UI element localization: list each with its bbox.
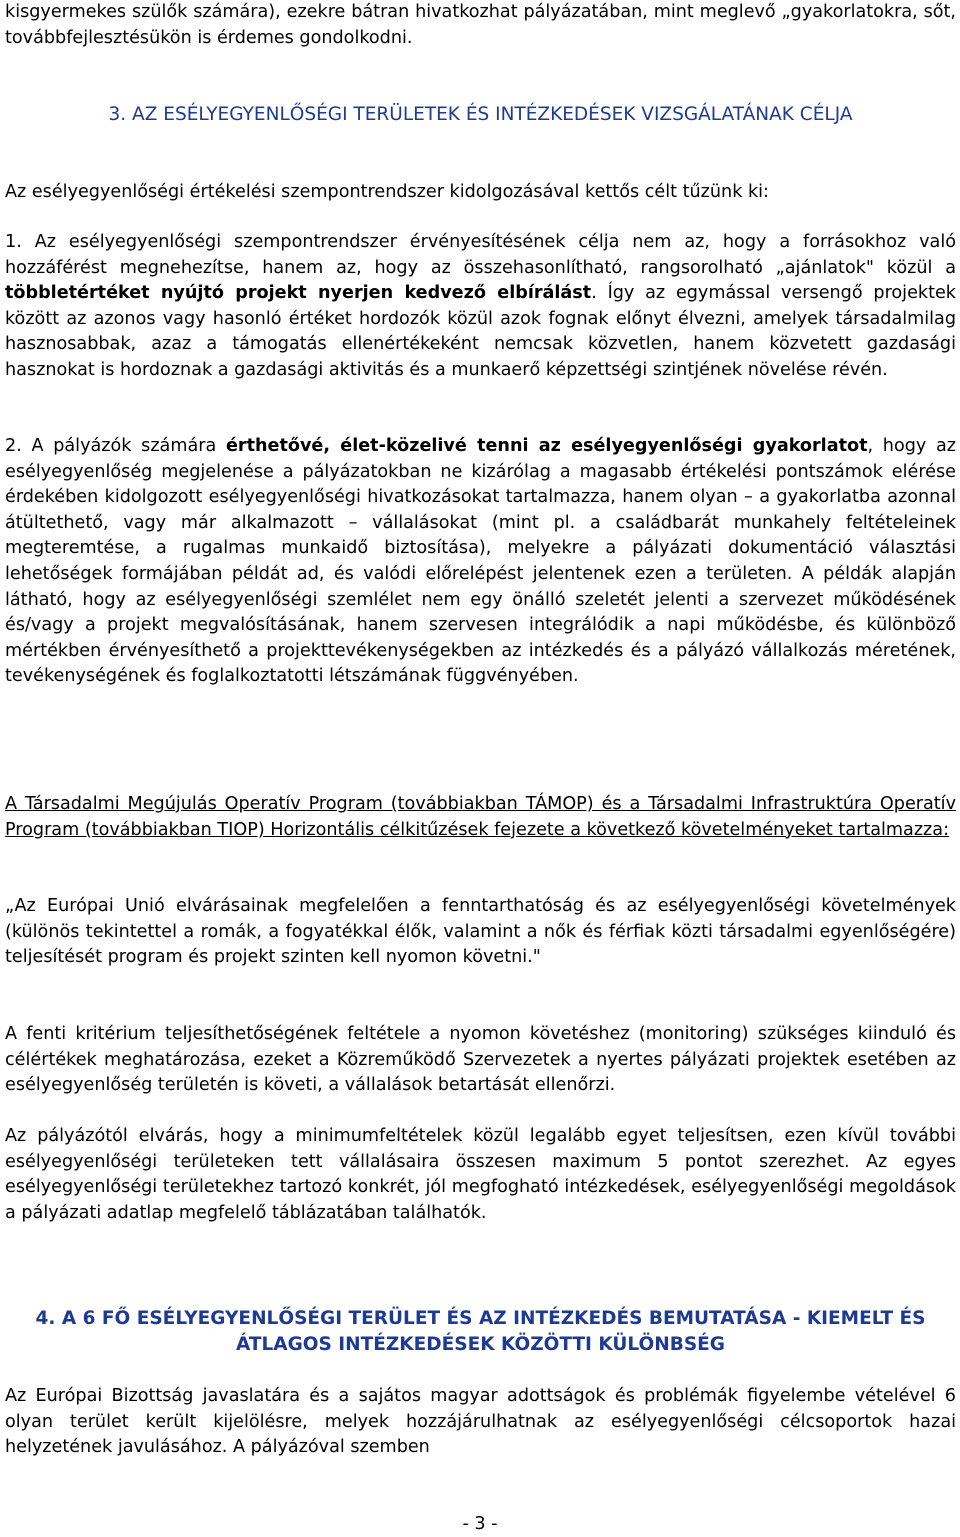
monitoring-paragraph: A fenti kritérium teljesíthetőségének feltétele a nyomon követéshez (monitoring) szükséges kiinduló és célértékek meghatározása, ezeket a Közreműködő Szervezetek a nyertes pályázati projektek esetében az esélyegyenlőség területén is követi, a vállalások betartását ellenőrzi. [5,1024,956,1096]
eu-quote-paragraph: „Az Európai Unió elvárásainak megfelelően a fenntarthatóság és az esélyegyenlőségi követelmények (különös tekintettel a romák, a fogyatékkal élők, valamint a nők és férfiak közti társadalmi egyenlőségére) teljesítését program és projekt szinten kell nyomon követni." [5,896,956,968]
section-3-lead: Az esélyegyenlőségi értékelési szempontrendszer kidolgozásával kettős célt tűzünk ki: [5,182,769,202]
section-3-heading: 3. AZ ESÉLYEGYENLŐSÉGI TERÜLETEK ÉS INTÉZKEDÉSEK VIZSGÁLATÁNAK CÉLJA [108,104,853,125]
goal-item-1-text-rest: . Így az egymással versengő projektek között az azonos vagy hasonló értéket hordozók közül azok fognak előnyt élvezni, amelyek társadalmilag hasznosabbak, azaz a támogatás ellenértékeként nemcsak közvetlen, hanem közvetett gazdasági hasznokat is hordoznak a gazdasági aktivitás és a munkaerő képzettségi szintjének növelése révén. [5,283,956,380]
goal-item-1-text: 1. Az esélyegyenlőségi szempontrendszer érvényesítésének célja nem az, hogy a forrásokhoz való hozzáférést megnehezítse, hanem az, hogy az összehasonlítható, rangsorolható „ajánlatok" közül a [5,232,956,278]
goal-item-2-text-rest: , hogy az esélyegyenlőség megjelenése a pályázatokban ne kizárólag a magasabb értékelési pontszámok elérése érdekében kidolgozott esélyegyenlőségi hivatkozásokat tartalmazza, hanem olyan – a gyakorlatba azonnal átültethető, vagy már alkalmazott – vállalásokat (mint pl. a családbarát munkahely feltételeinek megteremtése, a rugalmas munkaidő biztosítása), melyekre a pályázati dokumentáció választási lehetőségek formájában példát ad, és valódi előrelépést jelentenek ezen a területen. A példák alapján látható, hogy az esélyegyenlőségi szemlélet nem egy önálló szeletét jelenti a szervezet működésének és/vagy a projekt megvalósításának, hanem szervesen integrálódik a napi működésbe, és különböző mértékben érvényesíthető a projekttevékenységekben az intézkedés és a pályázó vállalkozás méretének, tevékenységének és foglalkoztatotti létszámának függvényében. [5,436,957,687]
goal-item-2-emphasis: érthetővé, élet-közelivé tenni az esélyegyenlőségi gyakorlatot [225,436,868,456]
goal-item-1 [5,230,956,384]
page-number: - 3 - [462,1514,498,1534]
goal-item-1-emphasis: többletértéket nyújtó projekt nyerjen kedvező elbírálást [5,283,592,304]
tamop-underlined-paragraph: A Társadalmi Megújulás Operatív Program (továbbiakban TÁMOP) és a Társadalmi Infrastruktúra Operatív Program (továbbiakban TIOP) Horizontális célkitűzések fejezete a következő követelményeket tartalmazza: [5,794,956,840]
goal-item-2 [5,434,956,690]
goal-item-2-text: 2. A pályázók számára [5,436,226,456]
intro-paragraph: kisgyermekes szülők számára), ezekre bátran hivatkozhat pályázatában, mint meglevő „gyakorlatokra, sőt, továbbfejlesztésükön is érdemes gondolkodni. [5,2,956,48]
requirements-paragraph: Az pályázótól elvárás, hogy a minimumfeltételek közül legalább egyet teljesítsen, ezen kívül további esélyegyenlőségi területeken tett vállalásaira összesen maximum 5 pontot szerezhet. Az egyes esélyegyenlőségi területekhez tartozó konkrét, jól megfogható intézkedések, esélyegyenlőségi megoldások a pályázati adatlap megfelelő táblázatában találhatók. [5,1126,956,1223]
section-4-heading: 4. A 6 FŐ ESÉLYEGYENLŐSÉGI TERÜLET ÉS AZ INTÉZKEDÉS BEMUTATÁSA - KIEMELT ÉS ÁTLAGOS INTÉZKEDÉSEK KÖZÖTTI KÜLÖNBSÉG [35,1308,926,1355]
section-4-paragraph: Az Európai Bizottság javaslatára és a sajátos magyar adottságok és problémák figyelembe vételével 6 olyan terület került kijelölésre, melyek hozzájárulhatnak az esélyegyenlőségi célcsoportok hazai helyzetének javulásához. A pályázóval szemben [5,1386,956,1458]
